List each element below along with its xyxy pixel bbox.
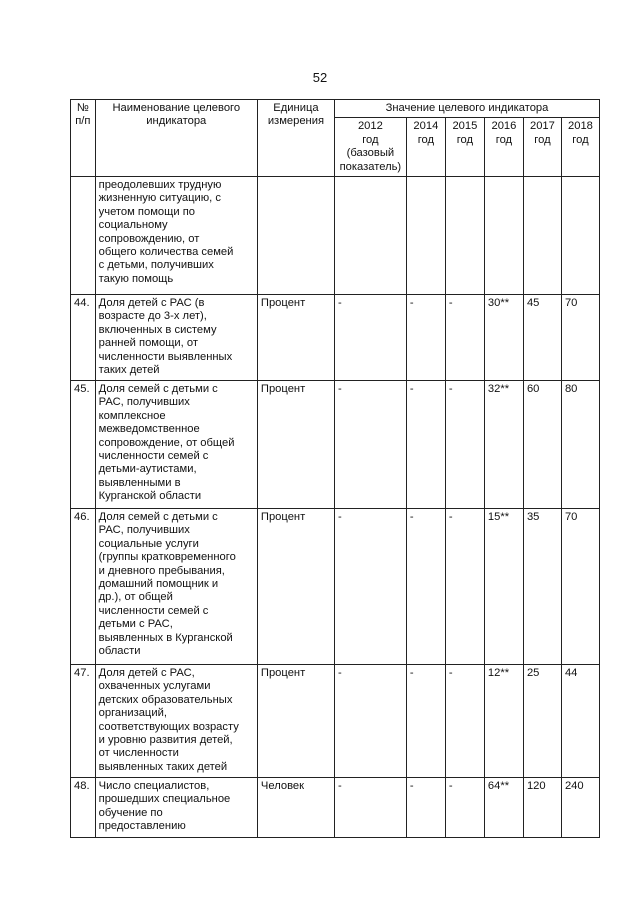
value-2016: 12** bbox=[484, 665, 523, 778]
value-2017: 60 bbox=[523, 381, 561, 509]
value-2012: - bbox=[334, 381, 406, 509]
value-2017: 25 bbox=[523, 665, 561, 778]
value-2015: - bbox=[445, 381, 484, 509]
indicator-name: Доля детей с РАС, охваченных услугами детских образовательных организаций, соответствующих возрасту и уровню развития детей, от численности выявленных таких детей bbox=[95, 665, 257, 778]
table-row bbox=[71, 295, 600, 381]
row-number: 44. bbox=[71, 295, 96, 381]
unit-cell: Процент bbox=[257, 295, 334, 381]
table-row bbox=[71, 381, 600, 509]
unit-cell: Процент bbox=[257, 381, 334, 509]
value-2015 bbox=[445, 177, 484, 295]
indicator-name: Доля семей с детьми с РАС, получивших комплексное межведомственное сопровождение, от общей численности семей с детьми-аутистами, выявленными в Курганской области bbox=[95, 381, 257, 509]
unit-cell: Человек bbox=[257, 778, 334, 838]
header-indicator-name: Наименование целевого индикатора bbox=[95, 100, 257, 177]
header-year-2017: 2017 год bbox=[523, 118, 561, 177]
value-2016: 30** bbox=[484, 295, 523, 381]
header-values-group: Значение целевого индикатора bbox=[334, 100, 599, 118]
header-row-top bbox=[71, 100, 600, 118]
value-2012: - bbox=[334, 778, 406, 838]
value-2018: 240 bbox=[561, 778, 599, 838]
unit-cell: Процент bbox=[257, 665, 334, 778]
row-number: 47. bbox=[71, 665, 96, 778]
row-number: 48. bbox=[71, 778, 96, 838]
indicator-name: Число специалистов, прошедших специальное обучение по предоставлению bbox=[95, 778, 257, 838]
value-2017: 45 bbox=[523, 295, 561, 381]
header-year-2016: 2016 год bbox=[484, 118, 523, 177]
value-2018: 70 bbox=[561, 509, 599, 665]
indicator-name: Доля детей с РАС (в возрасте до 3-х лет), включенных в систему ранней помощи, от численности выявленных таких детей bbox=[95, 295, 257, 381]
header-year-2018: 2018 год bbox=[561, 118, 599, 177]
value-2016 bbox=[484, 177, 523, 295]
table-row bbox=[71, 177, 600, 295]
page-number: 52 bbox=[312, 70, 328, 85]
header-unit: Единица измерения bbox=[257, 100, 334, 177]
indicator-table bbox=[70, 99, 600, 838]
indicator-name: преодолевших трудную жизненную ситуацию, с учетом помощи по социальному сопровождению, от общего количества семей с детьми, получивших такую помощь bbox=[95, 177, 257, 295]
value-2016: 15** bbox=[484, 509, 523, 665]
header-year-2014: 2014 год bbox=[406, 118, 445, 177]
table-row bbox=[71, 509, 600, 665]
row-number: 46. bbox=[71, 509, 96, 665]
value-2016: 64** bbox=[484, 778, 523, 838]
header-year-2012: 2012 год (базовый показатель) bbox=[334, 118, 406, 177]
table-row bbox=[71, 778, 600, 838]
value-2015: - bbox=[445, 778, 484, 838]
value-2014: - bbox=[406, 665, 445, 778]
value-2017: 35 bbox=[523, 509, 561, 665]
unit-cell: Процент bbox=[257, 509, 334, 665]
value-2014: - bbox=[406, 778, 445, 838]
row-number bbox=[71, 177, 96, 295]
value-2012: - bbox=[334, 665, 406, 778]
header-num: № п/п bbox=[71, 100, 96, 177]
value-2018 bbox=[561, 177, 599, 295]
value-2018: 80 bbox=[561, 381, 599, 509]
table-row bbox=[71, 665, 600, 778]
value-2012: - bbox=[334, 295, 406, 381]
indicator-name: Доля семей с детьми с РАС, получивших социальные услуги (группы кратковременного и дневного пребывания, домашний помощник и др.), от общей численности семей с детьми с РАС, выявленных в Курганской области bbox=[95, 509, 257, 665]
value-2014: - bbox=[406, 509, 445, 665]
value-2018: 70 bbox=[561, 295, 599, 381]
value-2012: - bbox=[334, 509, 406, 665]
header-year-2015: 2015 год bbox=[445, 118, 484, 177]
row-number: 45. bbox=[71, 381, 96, 509]
value-2015: - bbox=[445, 665, 484, 778]
value-2014 bbox=[406, 177, 445, 295]
unit-cell bbox=[257, 177, 334, 295]
value-2014: - bbox=[406, 381, 445, 509]
value-2015: - bbox=[445, 295, 484, 381]
value-2016: 32** bbox=[484, 381, 523, 509]
value-2015: - bbox=[445, 509, 484, 665]
value-2017: 120 bbox=[523, 778, 561, 838]
value-2017 bbox=[523, 177, 561, 295]
value-2018: 44 bbox=[561, 665, 599, 778]
value-2014: - bbox=[406, 295, 445, 381]
value-2012 bbox=[334, 177, 406, 295]
